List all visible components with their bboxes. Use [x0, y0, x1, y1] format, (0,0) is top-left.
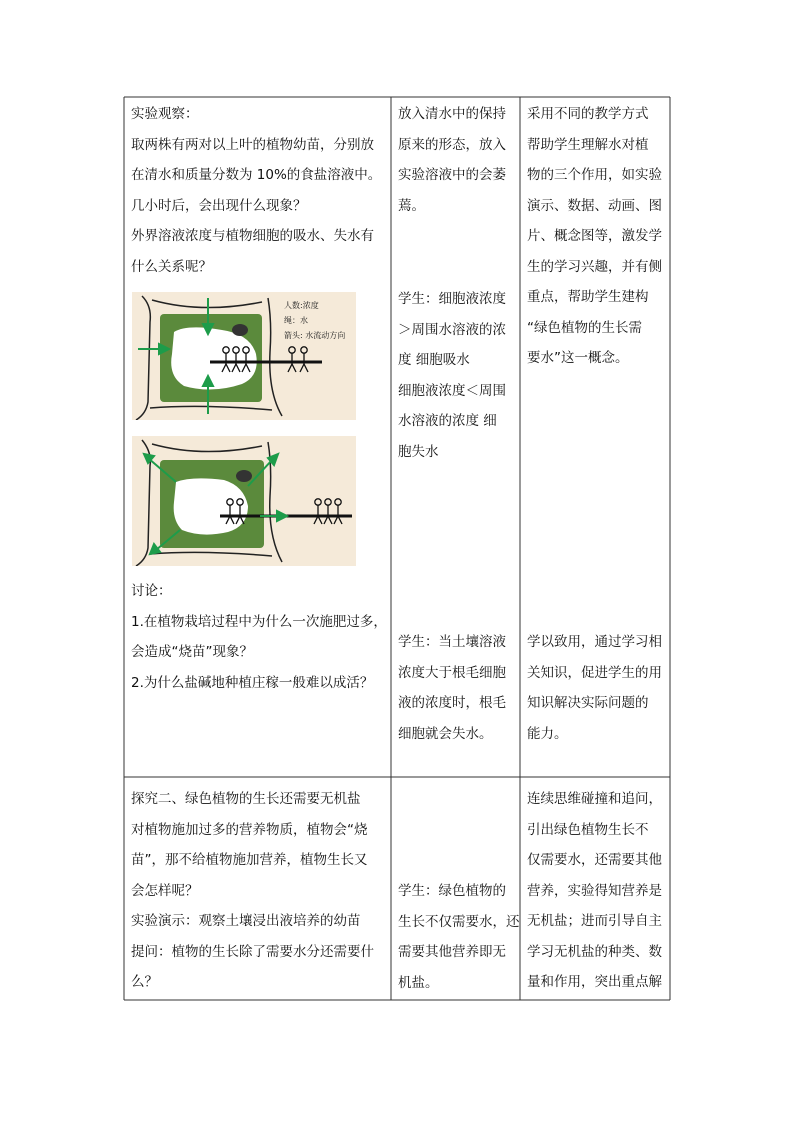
legend-concentration: 人数:浓度 — [284, 301, 319, 310]
experiment-line: 在清水和质量分数为 10%的食盐溶液中。 — [131, 167, 382, 183]
text-line: 会怎样呢？ — [131, 882, 199, 899]
text-line: 引出绿色植物生长不 — [527, 821, 649, 838]
text-line: 胞失水 — [398, 443, 439, 460]
text-line: 关知识，促进学生的用 — [527, 664, 662, 681]
legend-rope: 绳：水 — [284, 316, 308, 325]
text-line: 提问：植物的生长除了需要水分还需要什 — [131, 943, 374, 960]
text-line: 蔫。 — [398, 197, 425, 214]
text-line: 采用不同的教学方式 — [527, 106, 649, 122]
text-line: 生长不仅需要水，还 — [398, 913, 520, 930]
text-line: 学生：当土壤溶液 — [398, 634, 506, 650]
row1-col1-text-top — [131, 99, 389, 282]
question-line: 什么关系呢？ — [131, 258, 212, 275]
text-line: 营养，实验得知营养是 — [527, 882, 662, 899]
text-line: 实验演示：观察土壤浸出液培养的幼苗 — [131, 913, 361, 929]
text-line: 仅需要水，还需要其他 — [527, 852, 662, 868]
text-line: “绿色植物的生长需 — [527, 319, 642, 336]
text-line: 学生：细胞液浓度 — [398, 291, 506, 307]
question-line: 外界溶液浓度与植物细胞的吸水、失水有 — [131, 228, 374, 244]
text-line: 学生：绿色植物的 — [398, 883, 506, 899]
text-line: 么？ — [131, 974, 158, 990]
discussion-question-1-cont: 会造成“烧苗”现象？ — [131, 644, 253, 660]
discussion-question-2: 2.为什么盐碱地种植庄稼一般难以成活？ — [131, 674, 374, 691]
experiment-heading: 实验观察： — [131, 106, 199, 122]
text-line: 机盐。 — [398, 974, 439, 991]
cell-lose-water-figure — [132, 436, 356, 566]
cell-absorb-water-figure — [132, 292, 356, 420]
text-line: 浓度大于根毛细胞 — [398, 664, 506, 681]
text-line: 知识解决实际问题的 — [527, 695, 649, 711]
text-line: 重点，帮助学生建构 — [527, 289, 649, 305]
text-line: 无机盐；进而引导自主 — [527, 913, 662, 929]
text-line: 帮助学生理解水对植 — [527, 136, 649, 153]
inquiry-title: 探究二、绿色植物的生长还需要无机盐 — [131, 791, 361, 807]
text-line: 放入清水中的保持 — [398, 106, 506, 122]
legend-arrow: 箭头: 水流动方向 — [284, 331, 346, 340]
text-line: 液的浓度时，根毛 — [398, 695, 506, 711]
text-line: 量和作用，突出重点解 — [527, 974, 662, 990]
text-line: 原来的形态，放入 — [398, 136, 506, 153]
discussion-question-1: 1.在植物栽培过程中为什么一次施肥过多， — [131, 613, 387, 630]
row1-col3-design-intent — [527, 99, 672, 374]
text-line: 苗”，那不给植物施加营养，植物生长又 — [131, 852, 368, 868]
row2-col2-student-answer — [398, 876, 520, 998]
text-line: 实验溶液中的会萎 — [398, 167, 506, 183]
row1-col2-student-answer-2 — [398, 627, 516, 749]
text-line: 物的三个作用，如实验 — [527, 167, 662, 183]
text-line: 细胞液浓度＜周围 — [398, 382, 506, 399]
experiment-line: 几小时后，会出现什么现象？ — [131, 197, 307, 214]
text-line: 生的学习兴趣，并有侧 — [527, 258, 662, 275]
text-line: 度 细胞吸水 — [398, 352, 470, 368]
text-line: 需要其他营养即无 — [398, 944, 506, 960]
row1-col1-discussion — [131, 576, 389, 698]
row1-col2-observation — [398, 99, 516, 221]
row2-col3-design-intent — [527, 784, 672, 998]
row1-col3-design-intent-2 — [527, 627, 672, 749]
row1-col2-student-answer — [398, 284, 516, 467]
text-line: 对植物施加过多的营养物质，植物会“烧 — [131, 821, 368, 838]
text-line: ＞周围水溶液的浓 — [398, 321, 506, 338]
row2-col1-inquiry — [131, 784, 389, 998]
text-line: 学习无机盐的种类、数 — [527, 943, 662, 960]
text-line: 水溶液的浓度 细 — [398, 413, 497, 429]
text-line: 要水”这一概念。 — [527, 350, 629, 366]
discussion-heading: 讨论： — [131, 583, 172, 599]
text-line: 能力。 — [527, 725, 568, 742]
text-line: 连续思维碰撞和追问， — [527, 791, 662, 807]
text-line: 细胞就会失水。 — [398, 725, 493, 742]
text-line: 片、概念图等，激发学 — [527, 228, 662, 244]
text-line: 学以致用，通过学习相 — [527, 634, 662, 650]
experiment-line: 取两株有两对以上叶的植物幼苗，分别放 — [131, 136, 374, 153]
text-line: 演示、数据、动画、图 — [527, 197, 662, 214]
